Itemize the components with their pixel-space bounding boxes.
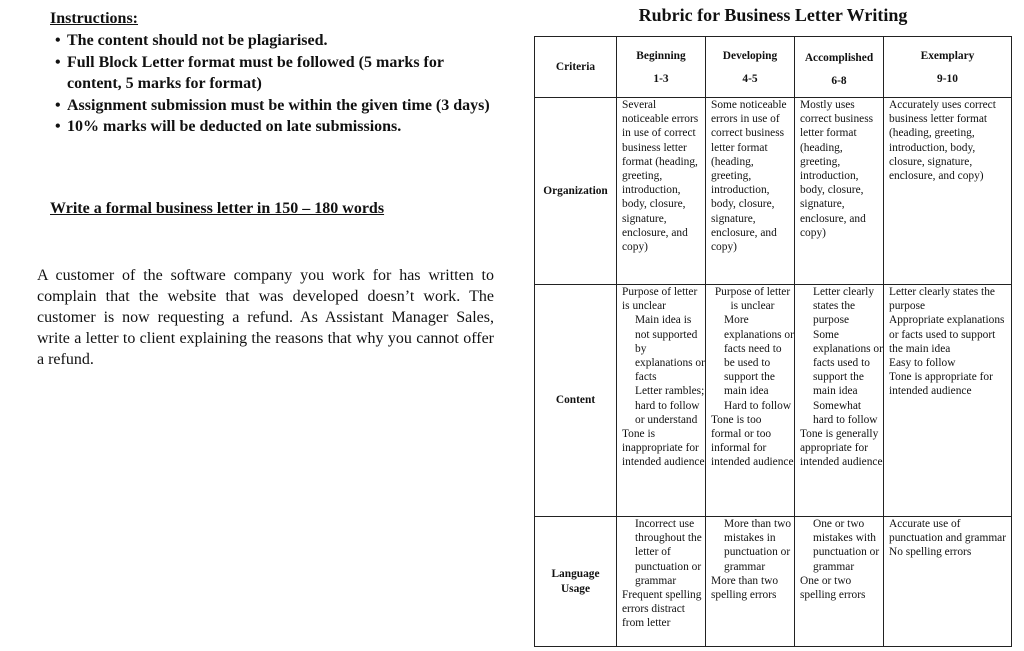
- rubric-row-content: [535, 285, 1012, 517]
- instructions-heading: Instructions:: [50, 10, 139, 27]
- cell-content-developing: Purpose of letter is unclear More explanations or facts need to be used to support the main idea Hard to follow Tone is too formal or too informal for intended audience: [706, 285, 795, 517]
- cell-org-exemplary: Accurately uses correct business letter format (heading, greeting, introduction, body, closure, signature, enclosure, and copy): [884, 98, 1012, 285]
- cell-content-accomplished: Letter clearly states the purpose Some explanations or facts used to support the main idea Somewhat hard to follow Tone is generally appropriate for intended audience: [795, 285, 884, 517]
- rubric-row-organization: [535, 98, 1012, 285]
- cell-org-accomplished: Mostly uses correct business letter format (heading, greeting, introduction, body, closure, signature, enclosure, and copy): [795, 98, 884, 285]
- task-heading: Write a formal business letter in 150 – 180 words: [50, 200, 385, 217]
- header-developing: Developing 4-5: [706, 37, 795, 98]
- cell-lang-accomplished: One or two mistakes with punctuation or grammar One or two spelling errors: [795, 517, 884, 647]
- instruction-item: • Assignment submission must be within the given time (3 days): [55, 96, 490, 114]
- cell-lang-beginning: Incorrect use throughout the letter of punctuation or grammar Frequent spelling errors distract from letter: [617, 517, 706, 647]
- cell-org-beginning: Several noticeable errors in use of correct business letter format (heading, greeting, introduction, body, closure, signature, enclosure, and copy): [617, 98, 706, 285]
- instruction-item: • 10% marks will be deducted on late submissions.: [55, 118, 402, 135]
- rubric-header-row: [535, 37, 1012, 98]
- header-criteria: Criteria: [535, 37, 617, 98]
- task-scenario: A customer of the software company you work for has written to complain that the website that was developed doesn’t work. The customer is now requesting a refund. As Assistant Manager Sales, write a letter to client explaining the reasons that why you cannot offer a refund.: [37, 267, 494, 368]
- instruction-item: • The content should not be plagiarised.: [55, 32, 328, 49]
- rubric-table: [534, 36, 1012, 647]
- header-accomplished: Accomplished 6-8: [795, 37, 884, 98]
- header-exemplary: Exemplary 9-10: [884, 37, 1012, 98]
- cell-lang-exemplary: Accurate use of punctuation and grammar No spelling errors: [884, 517, 1012, 647]
- instructions-list: [50, 30, 490, 138]
- cell-content-beginning: Purpose of letter is unclear Main idea is not supported by explanations or facts Letter rambles; hard to follow or understand Tone is inappropriate for intended audience: [617, 285, 706, 517]
- criteria-language: Language Usage: [535, 517, 617, 647]
- instruction-item: • Full Block Letter format must be followed (5 marks for content, 5 marks for format): [55, 53, 444, 92]
- cell-org-developing: Some noticeable errors in use of correct business letter format (heading, greeting, introduction, body, closure, signature, enclosure, and copy): [706, 98, 795, 285]
- cell-lang-developing: More than two mistakes in punctuation or grammar More than two spelling errors: [706, 517, 795, 647]
- assignment-panel: [0, 0, 510, 651]
- criteria-organization: Organization: [535, 98, 617, 285]
- cell-content-exemplary: Letter clearly states the purpose Appropriate explanations or facts used to support the main idea Easy to follow Tone is appropriate for intended audience: [884, 285, 1012, 517]
- header-beginning: Beginning 1-3: [617, 37, 706, 98]
- rubric-row-language: [535, 517, 1012, 647]
- rubric-title: Rubric for Business Letter Writing: [638, 5, 908, 25]
- criteria-content: Content: [535, 285, 617, 517]
